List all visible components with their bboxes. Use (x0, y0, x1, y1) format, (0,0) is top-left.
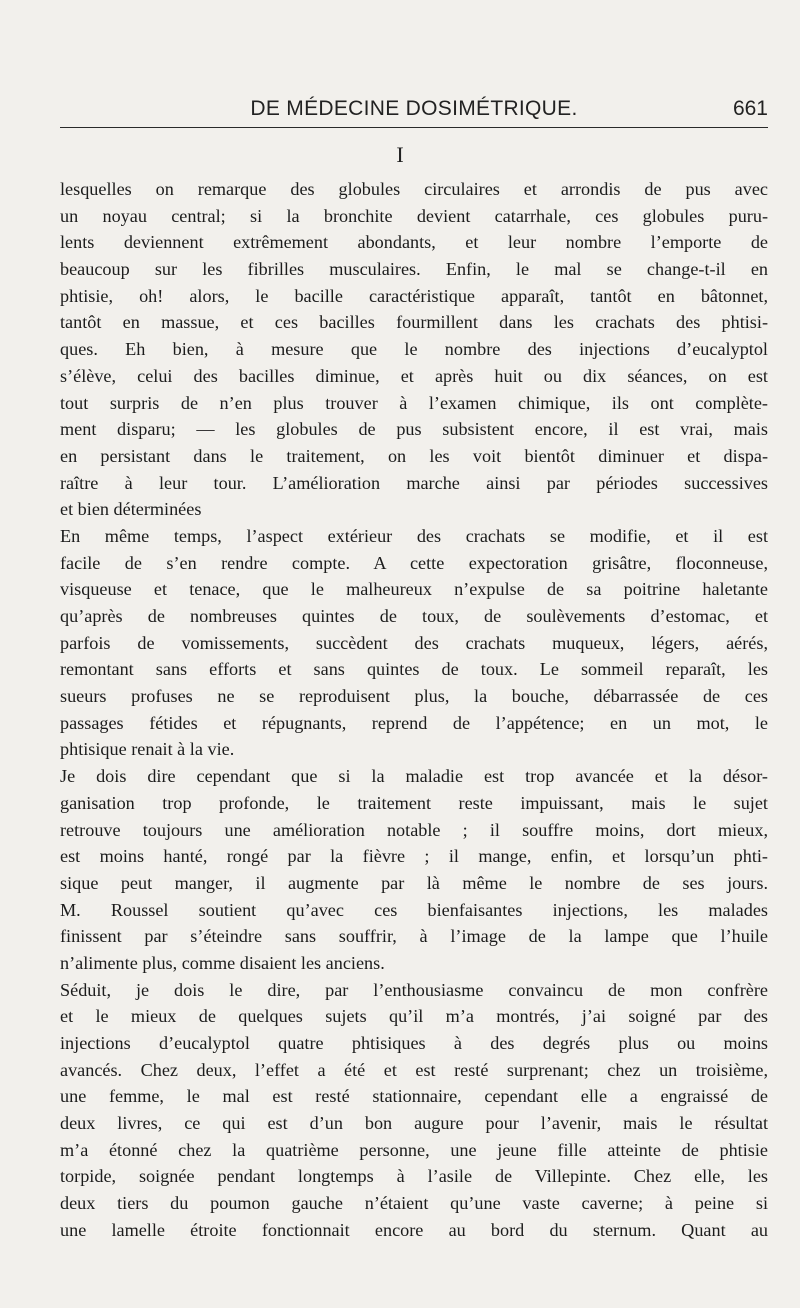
text-line: et bien déterminées (60, 499, 202, 520)
header-rule (60, 127, 768, 128)
text-line: avancés. Chez deux, l’effet a été et est resté surprenant; chez un troisième, (60, 1059, 768, 1080)
text-line: tout surpris de n’en plus trouver à l’examen chimique, ils ont complète- (60, 392, 768, 413)
text-line: Je dois dire cependant que si la maladie est trop avancée et la désor- (60, 766, 768, 787)
text-line: Séduit, je dois le dire, par l’enthousiasme convaincu de mon confrère (60, 979, 768, 1000)
text-line: sueurs profuses ne se reproduisent plus, la bouche, débarrassée de ces (60, 686, 768, 707)
text-line: tantôt en massue, et ces bacilles fourmillent dans les crachats des phtisi- (60, 312, 768, 333)
text-line: ganisation trop profonde, le traitement reste impuissant, mais le sujet (60, 792, 768, 813)
text-line: lesquelles on remarque des globules circulaires et arrondis de pus avec (60, 179, 768, 199)
text-line: parfois de vomissements, succèdent des crachats muqueux, légers, aérés, (60, 632, 768, 653)
page-number: 661 (732, 97, 768, 120)
text-line: deux livres, ce qui est d’un bon augure pour l’avenir, mais le résultat (60, 1113, 768, 1134)
text-line: facile de s’en rendre compte. A cette expectoration grisâtre, floconneuse, (60, 552, 768, 573)
text-line: visqueuse et tenace, que le malheureux n’expulse de sa poitrine haletante (60, 579, 768, 600)
text-line: qu’après de nombreuses quintes de toux, de soulèvements d’estomac, et (60, 606, 768, 626)
text-line: n’alimente plus, comme disaient les anciens. (60, 952, 385, 973)
text-line: phtisie, oh! alors, le bacille caractéristique apparaît, tantôt en bâtonnet, (60, 285, 768, 306)
text-line: injections d’eucalyptol quatre phtisiques à des degrés plus ou moins (60, 1033, 768, 1053)
text-line: phtisique renait à la vie. (60, 739, 235, 760)
text-line: et le mieux de quelques sujets qu’il m’a montrés, j’ai soigné par des (60, 1006, 768, 1027)
text-line: lents deviennent extrêmement abondants, et leur nombre l’emporte de (60, 232, 768, 253)
text-line: beaucoup sur les fibrilles musculaires. Enfin, le mal se change-t-il en (60, 259, 768, 280)
text-line: ment disparu; — les globules de pus subsistent encore, il est vrai, mais (60, 419, 768, 440)
text-line: une femme, le mal est resté stationnaire, cependant elle a engraissé de (60, 1086, 768, 1107)
text-line: En même temps, l’aspect extérieur des crachats se modifie, et il est (60, 525, 768, 546)
text-line: torpide, soignée pendant longtemps à l’asile de Villepinte. Chez elle, les (60, 1166, 768, 1187)
text-line: deux tiers du poumon gauche n’étaient qu’une vaste caverne; à peine si (60, 1193, 768, 1214)
text-line: s’élève, celui des bacilles diminue, et après huit ou dix séances, on est (60, 365, 768, 386)
text-line: en persistant dans le traitement, on les voit bientôt diminuer et dispa- (60, 445, 768, 466)
text-line: une lamelle étroite fonctionnait encore au bord du sternum. Quant au (60, 1219, 768, 1240)
text-line: finissent par s’éteindre sans souffrir, à l’image de la lampe que l’huile (60, 926, 768, 947)
text-line: passages fétides et répugnants, reprend de l’appétence; en un mot, le (60, 712, 768, 733)
text-line: M. Roussel soutient qu’avec ces bienfaisantes injections, les malades (60, 899, 768, 920)
text-line: raître à leur tour. L’amélioration marche ainsi par périodes successives (60, 472, 768, 493)
text-line: remontant sans efforts et sans quintes de toux. Le sommeil reparaît, les (60, 659, 768, 680)
text-line: un noyau central; si la bronchite devient catarrhale, ces globules puru- (60, 205, 768, 226)
running-head (60, 97, 768, 127)
running-title: DE MÉDECINE DOSIMÉTRIQUE. (250, 97, 578, 120)
text-line: ques. Eh bien, à mesure que le nombre des injections d’eucalyptol (60, 339, 768, 360)
text-line: m’a étonné chez la quatrième personne, une jeune fille atteinte de phtisie (60, 1139, 768, 1160)
text-line: retrouve toujours une amélioration notable ; il souffre moins, dort mieux, (60, 819, 768, 840)
body-text (60, 176, 768, 1244)
text-line: est moins hanté, rongé par la fièvre ; il mange, enfin, et lorsqu’un phti- (60, 846, 768, 867)
text-line: sique peut manger, il augmente par là même le nombre de ses jours. (60, 872, 768, 893)
signature-mark: I (396, 142, 404, 167)
